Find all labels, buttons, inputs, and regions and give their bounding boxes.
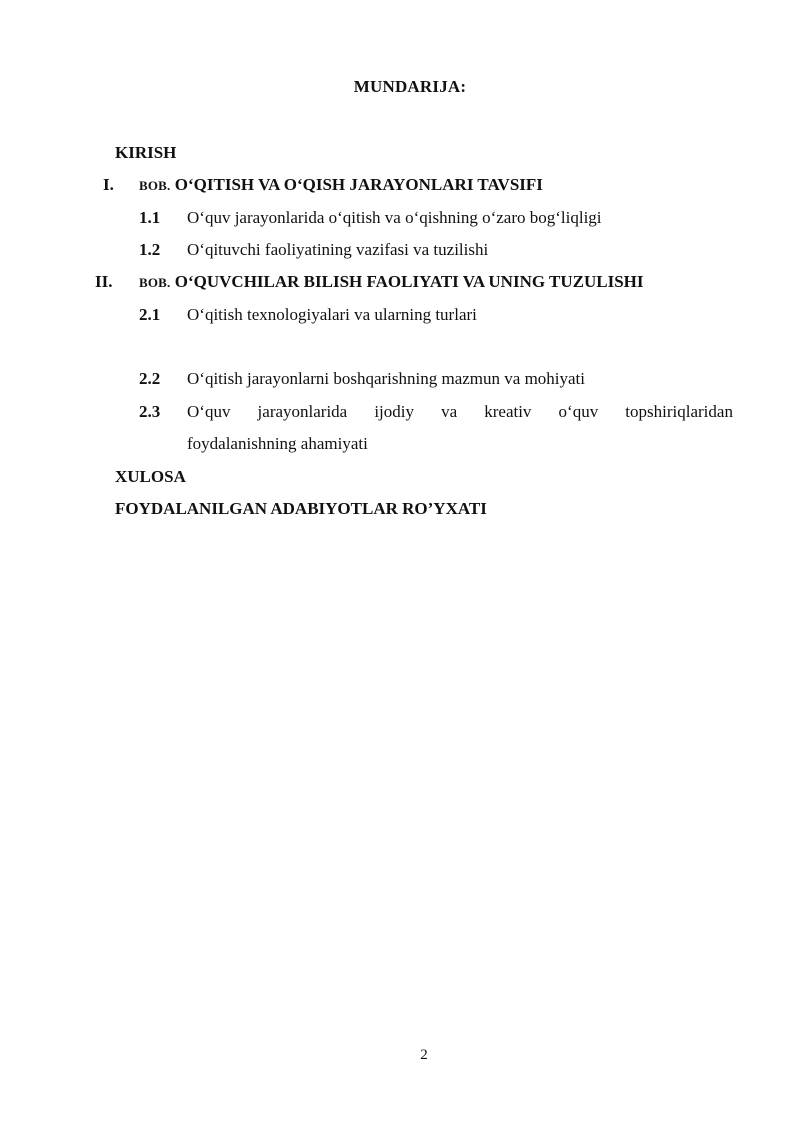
section-1-2-text: O‘qituvchi faoliyatining vazifasi va tuzilishi	[187, 240, 489, 259]
section-2-3-word: topshiriqlaridan	[625, 402, 733, 421]
toc-conclusion: XULOSA	[115, 467, 186, 486]
section-2-3-word: va	[441, 402, 458, 421]
section-2-2-text: O‘qitish jarayonlarni boshqarishning mazmun va mohiyati	[187, 369, 586, 388]
page-title: MUNDARIJA:	[353, 77, 467, 96]
section-1-1-text: O‘quv jarayonlarida o‘qitish va o‘qishning o‘zaro bog‘liqligi	[187, 208, 602, 227]
section-2-3-text-line-2: foydalanishning ahamiyati	[187, 434, 368, 453]
section-1-2-number: 1.2	[139, 240, 161, 259]
section-2-3-word: jarayonlarida	[257, 402, 348, 421]
section-2-3-word: O‘quv	[187, 402, 231, 421]
toc-references: FOYDALANILGAN ADABIYOTLAR RO’YXATI	[115, 499, 487, 518]
section-2-1-text: O‘qitish texnologiyalari va ularning turlari	[187, 305, 477, 324]
section-2-2-number: 2.2	[139, 369, 161, 388]
section-2-3-number: 2.3	[139, 402, 161, 421]
section-2-3-word: o‘quv	[558, 402, 599, 421]
section-2-3-word: ijodiy	[374, 402, 414, 421]
chapter-1-bob: BOB.	[139, 178, 171, 193]
section-2-3-word: kreativ	[484, 402, 532, 421]
chapter-2-numeral: II.	[95, 272, 113, 291]
chapter-1-heading	[139, 175, 543, 196]
chapter-1-title: O‘QITISH VA O‘QISH JARAYONLARI TAVSIFI	[174, 175, 543, 194]
chapter-2-heading	[139, 272, 644, 293]
chapter-2-title: O‘QUVCHILAR BILISH FAOLIYATI VA UNING TUZULISHI	[174, 272, 644, 291]
section-2-1-number: 2.1	[139, 305, 161, 324]
toc-intro: KIRISH	[115, 143, 177, 162]
section-1-1-number: 1.1	[139, 208, 161, 227]
page-number: 2	[420, 1047, 428, 1063]
chapter-2-bob: BOB.	[139, 275, 171, 290]
section-2-3-text-line-1	[187, 402, 733, 422]
chapter-1-numeral: I.	[103, 175, 114, 194]
